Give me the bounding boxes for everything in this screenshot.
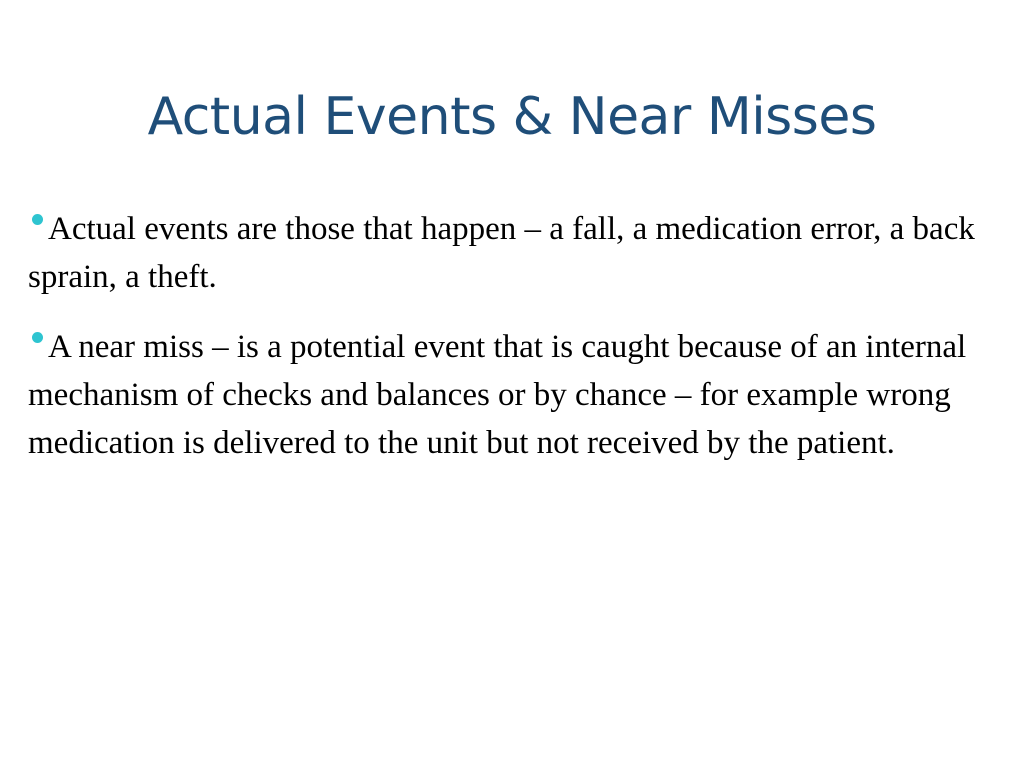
bullet-dot-icon	[32, 332, 43, 343]
slide-title: Actual Events & Near Misses	[147, 87, 877, 147]
bullet-dot-icon	[32, 214, 43, 225]
bullet-text: A near miss – is a potential event that is caught because of an internal mechanism of checks and balances or by chance – for example wrong medication is delivered to the unit but not received by the patient.	[28, 329, 967, 461]
bullet-list	[28, 205, 978, 489]
bullet-text: Actual events are those that happen – a fall, a medication error, a back sprain, a theft.	[28, 211, 975, 295]
bullet-item	[28, 205, 978, 301]
bullet-item	[28, 323, 978, 467]
